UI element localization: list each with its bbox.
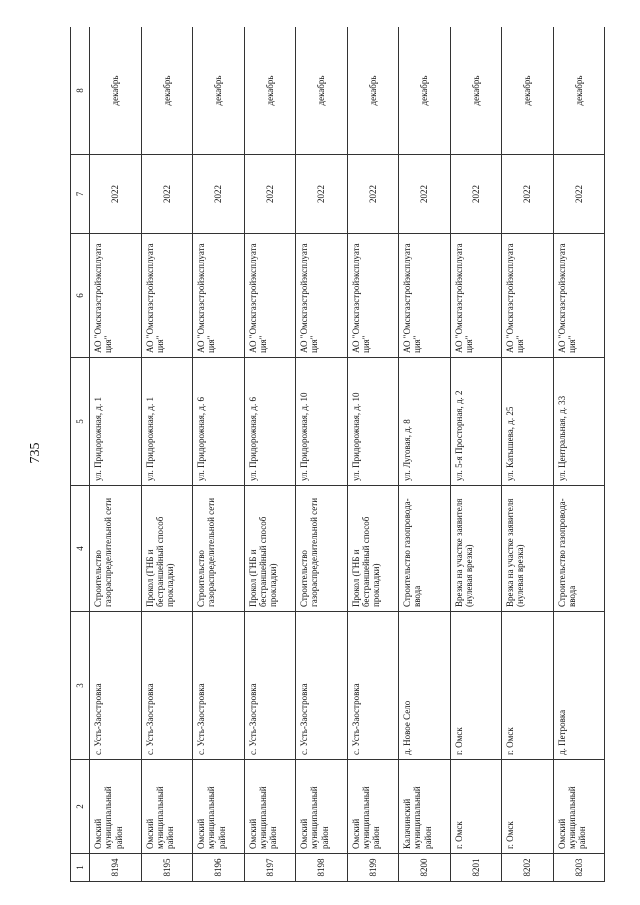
year-cell: 2022 xyxy=(296,155,348,234)
address-cell: ул. Центральная, д. 33 xyxy=(553,358,605,486)
column-header: 4 xyxy=(71,486,90,612)
column-header: 5 xyxy=(71,358,90,486)
operator-cell: АО "Омскгазстройэксплуата ция" xyxy=(399,234,451,358)
month-cell: декабрь xyxy=(553,27,605,155)
operator-cell: АО "Омскгазстройэксплуата ция" xyxy=(450,234,502,358)
table-row xyxy=(296,27,348,882)
operator-cell: АО "Омскгазстройэксплуата ция" xyxy=(347,234,399,358)
table-row xyxy=(193,27,245,882)
work-cell: Строительство газопровода-ввода xyxy=(399,486,451,612)
year-cell: 2022 xyxy=(193,155,245,234)
district-cell: г. Омск xyxy=(502,760,554,854)
table-row xyxy=(553,27,605,882)
table-frame xyxy=(70,27,605,882)
column-header: 2 xyxy=(71,760,90,854)
month-cell: декабрь xyxy=(450,27,502,155)
address-cell: ул. Придорожная, д. 1 xyxy=(90,358,142,486)
district-cell: Омский муниципальный район xyxy=(193,760,245,854)
row-number: 8196 xyxy=(193,854,245,882)
work-cell: Прокол (ГНБ и бестраншейный способ прокладки) xyxy=(141,486,193,612)
operator-cell: АО "Омскгазстройэксплуата ция" xyxy=(244,234,296,358)
operator-cell: АО "Омскгазстройэксплуата ция" xyxy=(141,234,193,358)
district-cell: Омский муниципальный район xyxy=(553,760,605,854)
address-cell: ул. Придорожная, д. 1 xyxy=(141,358,193,486)
operator-cell: АО "Омскгазстройэксплуата ция" xyxy=(193,234,245,358)
district-cell: Омский муниципальный район xyxy=(347,760,399,854)
row-number: 8198 xyxy=(296,854,348,882)
month-cell: декабрь xyxy=(193,27,245,155)
page-number: 735 xyxy=(28,442,43,464)
schedule-table xyxy=(70,27,605,882)
table-body xyxy=(90,27,605,882)
year-cell: 2022 xyxy=(90,155,142,234)
table-row xyxy=(141,27,193,882)
column-header: 1 xyxy=(71,854,90,882)
work-cell: Строительство газораспределительной сети xyxy=(90,486,142,612)
district-cell: Омский муниципальный район xyxy=(296,760,348,854)
address-cell: ул. Луговая, д. 8 xyxy=(399,358,451,486)
table-row xyxy=(502,27,554,882)
row-number: 8201 xyxy=(450,854,502,882)
year-cell: 2022 xyxy=(141,155,193,234)
column-header: 7 xyxy=(71,155,90,234)
year-cell: 2022 xyxy=(450,155,502,234)
locality-cell: д. Новое Село xyxy=(399,612,451,760)
locality-cell: с. Усть-Заостровка xyxy=(244,612,296,760)
district-cell: Омский муниципальный район xyxy=(141,760,193,854)
table-row xyxy=(347,27,399,882)
work-cell: Строительство газораспределительной сети xyxy=(193,486,245,612)
district-cell: Калачинский муниципальный район xyxy=(399,760,451,854)
work-cell: Прокол (ГНБ и бестраншейный способ прокладки) xyxy=(347,486,399,612)
row-number: 8199 xyxy=(347,854,399,882)
address-cell: ул. Придорожная, д. 10 xyxy=(347,358,399,486)
month-cell: декабрь xyxy=(90,27,142,155)
work-cell: Строительство газораспределительной сети xyxy=(296,486,348,612)
locality-cell: г. Омск xyxy=(450,612,502,760)
address-cell: ул. Придорожная, д. 6 xyxy=(244,358,296,486)
month-cell: декабрь xyxy=(141,27,193,155)
district-cell: Омский муниципальный район xyxy=(244,760,296,854)
work-cell: Врезка на участке заявителя (нулевая врезка) xyxy=(450,486,502,612)
row-number: 8200 xyxy=(399,854,451,882)
table-row xyxy=(244,27,296,882)
locality-cell: с. Усть-Заостровка xyxy=(90,612,142,760)
district-cell: Омский муниципальный район xyxy=(90,760,142,854)
operator-cell: АО "Омскгазстройэксплуата ция" xyxy=(90,234,142,358)
column-header: 3 xyxy=(71,612,90,760)
address-cell: ул. Придорожная, д. 10 xyxy=(296,358,348,486)
address-cell: ул. 5-я Просторная, д. 2 xyxy=(450,358,502,486)
locality-cell: с. Усть-Заостровка xyxy=(296,612,348,760)
address-cell: ул. Катышева, д. 25 xyxy=(502,358,554,486)
address-cell: ул. Придорожная, д. 6 xyxy=(193,358,245,486)
work-cell: Строительство газопровода-ввода xyxy=(553,486,605,612)
row-number: 8194 xyxy=(90,854,142,882)
month-cell: декабрь xyxy=(399,27,451,155)
work-cell: Прокол (ГНБ и бестраншейный способ прокладки) xyxy=(244,486,296,612)
table-row xyxy=(90,27,142,882)
district-cell: г. Омск xyxy=(450,760,502,854)
year-cell: 2022 xyxy=(399,155,451,234)
work-cell: Врезка на участке заявителя (нулевая врезка) xyxy=(502,486,554,612)
row-number: 8203 xyxy=(553,854,605,882)
row-number: 8195 xyxy=(141,854,193,882)
operator-cell: АО "Омскгазстройэксплуата ция" xyxy=(553,234,605,358)
operator-cell: АО "Омскгазстройэксплуата ция" xyxy=(502,234,554,358)
operator-cell: АО "Омскгазстройэксплуата ция" xyxy=(296,234,348,358)
column-header: 6 xyxy=(71,234,90,358)
month-cell: декабрь xyxy=(296,27,348,155)
month-cell: декабрь xyxy=(244,27,296,155)
month-cell: декабрь xyxy=(347,27,399,155)
locality-cell: д. Петровка xyxy=(553,612,605,760)
locality-cell: с. Усть-Заостровка xyxy=(347,612,399,760)
header-row xyxy=(71,27,90,882)
table-row xyxy=(399,27,451,882)
table-row xyxy=(450,27,502,882)
row-number: 8197 xyxy=(244,854,296,882)
locality-cell: с. Усть-Заостровка xyxy=(193,612,245,760)
year-cell: 2022 xyxy=(244,155,296,234)
month-cell: декабрь xyxy=(502,27,554,155)
locality-cell: г. Омск xyxy=(502,612,554,760)
locality-cell: с. Усть-Заостровка xyxy=(141,612,193,760)
column-header: 8 xyxy=(71,27,90,155)
year-cell: 2022 xyxy=(347,155,399,234)
row-number: 8202 xyxy=(502,854,554,882)
rotated-table xyxy=(70,27,605,882)
year-cell: 2022 xyxy=(502,155,554,234)
year-cell: 2022 xyxy=(553,155,605,234)
